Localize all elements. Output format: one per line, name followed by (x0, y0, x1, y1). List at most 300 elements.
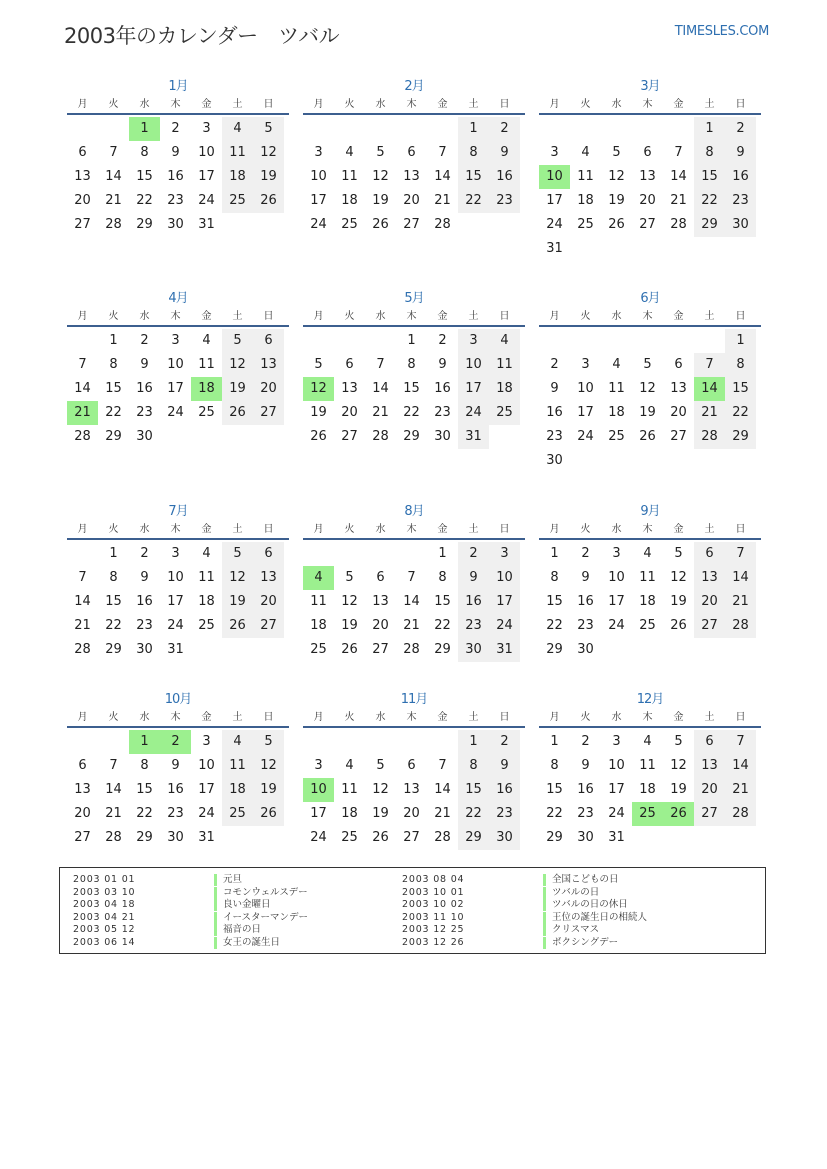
day-cell[interactable]: 31 (608, 830, 625, 845)
day-cell[interactable]: 11 (639, 758, 656, 773)
day-cell[interactable]: 12 (372, 782, 389, 797)
day-cell[interactable]: 24 (608, 806, 625, 821)
day-cell[interactable]: 21 (434, 806, 451, 821)
day-cell[interactable]: 7 (674, 145, 683, 160)
day-cell[interactable]: 9 (171, 758, 180, 773)
day-cell[interactable]: 10 (489, 566, 520, 590)
day-cell[interactable]: 29 (458, 826, 489, 850)
day-cell[interactable]: 2 (160, 730, 191, 754)
day-cell[interactable]: 24 (198, 806, 215, 821)
day-cell[interactable]: 6 (643, 145, 652, 160)
day-cell[interactable]: 9 (725, 141, 756, 165)
day-cell[interactable]: 14 (725, 754, 756, 778)
day-cell[interactable]: 1 (550, 734, 559, 749)
day-cell[interactable]: 30 (136, 642, 153, 657)
day-cell[interactable]: 23 (434, 405, 451, 420)
day-cell[interactable]: 9 (550, 381, 559, 396)
day-cell[interactable]: 11 (489, 353, 520, 377)
day-cell[interactable]: 10 (198, 145, 215, 160)
day-cell[interactable]: 10 (303, 778, 334, 802)
day-cell[interactable]: 25 (222, 189, 253, 213)
day-cell[interactable]: 19 (670, 782, 687, 797)
day-cell[interactable]: 19 (310, 405, 327, 420)
day-cell[interactable]: 2 (438, 333, 447, 348)
day-cell[interactable]: 17 (167, 594, 184, 609)
day-cell[interactable]: 20 (670, 405, 687, 420)
day-cell[interactable]: 14 (74, 381, 91, 396)
day-cell[interactable]: 8 (725, 353, 756, 377)
day-cell[interactable]: 11 (198, 357, 215, 372)
day-cell[interactable]: 21 (725, 590, 756, 614)
day-cell[interactable]: 11 (577, 169, 594, 184)
day-cell[interactable]: 28 (434, 830, 451, 845)
day-cell[interactable]: 16 (577, 594, 594, 609)
day-cell[interactable]: 18 (341, 806, 358, 821)
day-cell[interactable]: 7 (407, 570, 416, 585)
day-cell[interactable]: 22 (546, 618, 563, 633)
day-cell[interactable]: 14 (105, 169, 122, 184)
day-cell[interactable]: 25 (198, 618, 215, 633)
day-cell[interactable]: 4 (303, 566, 334, 590)
day-cell[interactable]: 20 (253, 590, 284, 614)
day-cell[interactable]: 23 (136, 618, 153, 633)
day-cell[interactable]: 6 (694, 542, 725, 566)
day-cell[interactable]: 29 (694, 213, 725, 237)
day-cell[interactable]: 15 (694, 165, 725, 189)
day-cell[interactable]: 24 (546, 217, 563, 232)
day-cell[interactable]: 4 (489, 329, 520, 353)
day-cell[interactable]: 1 (550, 546, 559, 561)
day-cell[interactable]: 10 (608, 758, 625, 773)
day-cell[interactable]: 4 (345, 145, 354, 160)
day-cell[interactable]: 13 (639, 169, 656, 184)
day-cell[interactable]: 17 (198, 782, 215, 797)
day-cell[interactable]: 6 (253, 542, 284, 566)
day-cell[interactable]: 13 (694, 566, 725, 590)
day-cell[interactable]: 1 (438, 546, 447, 561)
day-cell[interactable]: 19 (372, 193, 389, 208)
day-cell[interactable]: 14 (372, 381, 389, 396)
day-cell[interactable]: 1 (129, 730, 160, 754)
day-cell[interactable]: 2 (171, 121, 180, 136)
day-cell[interactable]: 2 (550, 357, 559, 372)
day-cell[interactable]: 16 (489, 165, 520, 189)
day-cell[interactable]: 20 (74, 806, 91, 821)
day-cell[interactable]: 25 (577, 217, 594, 232)
day-cell[interactable]: 5 (674, 546, 683, 561)
day-cell[interactable]: 25 (632, 802, 663, 826)
day-cell[interactable]: 27 (74, 217, 91, 232)
day-cell[interactable]: 15 (546, 594, 563, 609)
day-cell[interactable]: 3 (458, 329, 489, 353)
day-cell[interactable]: 16 (577, 782, 594, 797)
day-cell[interactable]: 20 (74, 193, 91, 208)
day-cell[interactable]: 14 (105, 782, 122, 797)
day-cell[interactable]: 31 (458, 425, 489, 449)
day-cell[interactable]: 13 (74, 169, 91, 184)
day-cell[interactable]: 9 (140, 357, 149, 372)
day-cell[interactable]: 8 (438, 570, 447, 585)
day-cell[interactable]: 13 (253, 566, 284, 590)
day-cell[interactable]: 5 (376, 145, 385, 160)
day-cell[interactable]: 17 (167, 381, 184, 396)
day-cell[interactable]: 6 (694, 730, 725, 754)
day-cell[interactable]: 26 (372, 830, 389, 845)
day-cell[interactable]: 11 (341, 782, 358, 797)
day-cell[interactable]: 17 (198, 169, 215, 184)
day-cell[interactable]: 25 (639, 618, 656, 633)
day-cell[interactable]: 13 (253, 353, 284, 377)
day-cell[interactable]: 26 (663, 802, 694, 826)
day-cell[interactable]: 18 (222, 165, 253, 189)
day-cell[interactable]: 17 (577, 405, 594, 420)
day-cell[interactable]: 17 (310, 193, 327, 208)
day-cell[interactable]: 21 (403, 618, 420, 633)
day-cell[interactable]: 26 (222, 614, 253, 638)
day-cell[interactable]: 12 (253, 141, 284, 165)
day-cell[interactable]: 11 (341, 169, 358, 184)
day-cell[interactable]: 15 (403, 381, 420, 396)
day-cell[interactable]: 20 (403, 806, 420, 821)
day-cell[interactable]: 26 (608, 217, 625, 232)
day-cell[interactable]: 8 (109, 357, 118, 372)
day-cell[interactable]: 23 (725, 189, 756, 213)
day-cell[interactable]: 10 (458, 353, 489, 377)
day-cell[interactable]: 21 (74, 618, 91, 633)
day-cell[interactable]: 3 (550, 145, 559, 160)
day-cell[interactable]: 22 (725, 401, 756, 425)
day-cell[interactable]: 1 (109, 333, 118, 348)
day-cell[interactable]: 19 (372, 806, 389, 821)
day-cell[interactable]: 5 (674, 734, 683, 749)
day-cell[interactable]: 22 (105, 618, 122, 633)
day-cell[interactable]: 6 (78, 758, 87, 773)
day-cell[interactable]: 10 (167, 357, 184, 372)
day-cell[interactable]: 28 (694, 425, 725, 449)
day-cell[interactable]: 22 (458, 802, 489, 826)
day-cell[interactable]: 27 (403, 830, 420, 845)
day-cell[interactable]: 25 (198, 405, 215, 420)
day-cell[interactable]: 12 (670, 758, 687, 773)
day-cell[interactable]: 17 (608, 594, 625, 609)
day-cell[interactable]: 31 (489, 638, 520, 662)
day-cell[interactable]: 26 (341, 642, 358, 657)
day-cell[interactable]: 16 (458, 590, 489, 614)
day-cell[interactable]: 12 (639, 381, 656, 396)
day-cell[interactable]: 14 (694, 377, 725, 401)
day-cell[interactable]: 20 (639, 193, 656, 208)
day-cell[interactable]: 28 (403, 642, 420, 657)
site-logo[interactable]: TIMESLES.COM (674, 24, 769, 39)
day-cell[interactable]: 16 (136, 594, 153, 609)
day-cell[interactable]: 9 (171, 145, 180, 160)
day-cell[interactable]: 9 (489, 754, 520, 778)
day-cell[interactable]: 17 (310, 806, 327, 821)
day-cell[interactable]: 2 (725, 117, 756, 141)
day-cell[interactable]: 15 (136, 169, 153, 184)
day-cell[interactable]: 5 (253, 117, 284, 141)
day-cell[interactable]: 18 (310, 618, 327, 633)
day-cell[interactable]: 12 (253, 754, 284, 778)
day-cell[interactable]: 6 (407, 758, 416, 773)
day-cell[interactable]: 9 (581, 570, 590, 585)
day-cell[interactable]: 22 (434, 618, 451, 633)
day-cell[interactable]: 3 (581, 357, 590, 372)
day-cell[interactable]: 19 (608, 193, 625, 208)
day-cell[interactable]: 24 (310, 830, 327, 845)
day-cell[interactable]: 24 (310, 217, 327, 232)
day-cell[interactable]: 17 (489, 590, 520, 614)
day-cell[interactable]: 25 (608, 429, 625, 444)
day-cell[interactable]: 1 (129, 117, 160, 141)
day-cell[interactable]: 6 (376, 570, 385, 585)
day-cell[interactable]: 4 (612, 357, 621, 372)
day-cell[interactable]: 31 (198, 217, 215, 232)
day-cell[interactable]: 25 (341, 217, 358, 232)
day-cell[interactable]: 19 (253, 778, 284, 802)
day-cell[interactable]: 29 (136, 830, 153, 845)
day-cell[interactable]: 1 (407, 333, 416, 348)
day-cell[interactable]: 16 (167, 169, 184, 184)
day-cell[interactable]: 31 (546, 241, 563, 256)
day-cell[interactable]: 4 (345, 758, 354, 773)
day-cell[interactable]: 20 (694, 590, 725, 614)
day-cell[interactable]: 22 (136, 806, 153, 821)
day-cell[interactable]: 6 (345, 357, 354, 372)
day-cell[interactable]: 19 (341, 618, 358, 633)
day-cell[interactable]: 16 (489, 778, 520, 802)
day-cell[interactable]: 24 (489, 614, 520, 638)
day-cell[interactable]: 7 (109, 145, 118, 160)
day-cell[interactable]: 30 (167, 217, 184, 232)
day-cell[interactable]: 17 (546, 193, 563, 208)
day-cell[interactable]: 24 (458, 401, 489, 425)
day-cell[interactable]: 20 (403, 193, 420, 208)
day-cell[interactable]: 23 (489, 189, 520, 213)
day-cell[interactable]: 5 (314, 357, 323, 372)
day-cell[interactable]: 26 (253, 189, 284, 213)
day-cell[interactable]: 3 (171, 333, 180, 348)
day-cell[interactable]: 29 (136, 217, 153, 232)
day-cell[interactable]: 16 (546, 405, 563, 420)
day-cell[interactable]: 3 (612, 546, 621, 561)
day-cell[interactable]: 7 (725, 542, 756, 566)
day-cell[interactable]: 31 (198, 830, 215, 845)
day-cell[interactable]: 24 (198, 193, 215, 208)
day-cell[interactable]: 6 (253, 329, 284, 353)
day-cell[interactable]: 3 (202, 121, 211, 136)
day-cell[interactable]: 8 (694, 141, 725, 165)
day-cell[interactable]: 19 (222, 377, 253, 401)
day-cell[interactable]: 21 (67, 401, 98, 425)
day-cell[interactable]: 14 (74, 594, 91, 609)
day-cell[interactable]: 2 (581, 734, 590, 749)
day-cell[interactable]: 24 (167, 405, 184, 420)
day-cell[interactable]: 15 (105, 381, 122, 396)
day-cell[interactable]: 11 (639, 570, 656, 585)
day-cell[interactable]: 25 (222, 802, 253, 826)
day-cell[interactable]: 27 (74, 830, 91, 845)
day-cell[interactable]: 1 (109, 546, 118, 561)
day-cell[interactable]: 18 (608, 405, 625, 420)
day-cell[interactable]: 9 (140, 570, 149, 585)
day-cell[interactable]: 3 (489, 542, 520, 566)
day-cell[interactable]: 2 (458, 542, 489, 566)
day-cell[interactable]: 6 (78, 145, 87, 160)
day-cell[interactable]: 2 (140, 333, 149, 348)
day-cell[interactable]: 23 (577, 806, 594, 821)
day-cell[interactable]: 12 (608, 169, 625, 184)
day-cell[interactable]: 28 (725, 802, 756, 826)
day-cell[interactable]: 12 (670, 570, 687, 585)
day-cell[interactable]: 30 (725, 213, 756, 237)
day-cell[interactable]: 15 (434, 594, 451, 609)
day-cell[interactable]: 12 (341, 594, 358, 609)
day-cell[interactable]: 10 (577, 381, 594, 396)
day-cell[interactable]: 25 (310, 642, 327, 657)
day-cell[interactable]: 21 (105, 806, 122, 821)
day-cell[interactable]: 3 (314, 758, 323, 773)
day-cell[interactable]: 15 (546, 782, 563, 797)
day-cell[interactable]: 21 (372, 405, 389, 420)
day-cell[interactable]: 3 (202, 734, 211, 749)
day-cell[interactable]: 27 (639, 217, 656, 232)
day-cell[interactable]: 21 (434, 193, 451, 208)
day-cell[interactable]: 4 (202, 546, 211, 561)
day-cell[interactable]: 23 (136, 405, 153, 420)
day-cell[interactable]: 9 (489, 141, 520, 165)
day-cell[interactable]: 18 (191, 377, 222, 401)
day-cell[interactable]: 29 (434, 642, 451, 657)
day-cell[interactable]: 8 (140, 145, 149, 160)
day-cell[interactable]: 4 (202, 333, 211, 348)
day-cell[interactable]: 11 (608, 381, 625, 396)
day-cell[interactable]: 30 (546, 453, 563, 468)
day-cell[interactable]: 16 (434, 381, 451, 396)
day-cell[interactable]: 22 (546, 806, 563, 821)
day-cell[interactable]: 23 (458, 614, 489, 638)
day-cell[interactable]: 18 (639, 594, 656, 609)
day-cell[interactable]: 4 (643, 734, 652, 749)
day-cell[interactable]: 14 (403, 594, 420, 609)
day-cell[interactable]: 5 (222, 542, 253, 566)
day-cell[interactable]: 7 (78, 357, 87, 372)
day-cell[interactable]: 7 (438, 145, 447, 160)
day-cell[interactable]: 26 (670, 618, 687, 633)
day-cell[interactable]: 6 (674, 357, 683, 372)
day-cell[interactable]: 21 (105, 193, 122, 208)
day-cell[interactable]: 13 (670, 381, 687, 396)
day-cell[interactable]: 27 (341, 429, 358, 444)
day-cell[interactable]: 25 (341, 830, 358, 845)
day-cell[interactable]: 18 (341, 193, 358, 208)
day-cell[interactable]: 8 (550, 570, 559, 585)
day-cell[interactable]: 20 (253, 377, 284, 401)
day-cell[interactable]: 21 (725, 778, 756, 802)
day-cell[interactable]: 13 (341, 381, 358, 396)
day-cell[interactable]: 31 (167, 642, 184, 657)
day-cell[interactable]: 3 (612, 734, 621, 749)
day-cell[interactable]: 13 (403, 782, 420, 797)
day-cell[interactable]: 12 (222, 566, 253, 590)
day-cell[interactable]: 16 (725, 165, 756, 189)
day-cell[interactable]: 15 (458, 165, 489, 189)
day-cell[interactable]: 8 (458, 141, 489, 165)
day-cell[interactable]: 6 (407, 145, 416, 160)
day-cell[interactable]: 24 (608, 618, 625, 633)
day-cell[interactable]: 22 (403, 405, 420, 420)
day-cell[interactable]: 10 (198, 758, 215, 773)
day-cell[interactable]: 8 (407, 357, 416, 372)
day-cell[interactable]: 28 (74, 429, 91, 444)
day-cell[interactable]: 28 (434, 217, 451, 232)
day-cell[interactable]: 26 (310, 429, 327, 444)
day-cell[interactable]: 27 (403, 217, 420, 232)
day-cell[interactable]: 11 (198, 570, 215, 585)
day-cell[interactable]: 30 (577, 830, 594, 845)
day-cell[interactable]: 18 (639, 782, 656, 797)
day-cell[interactable]: 8 (109, 570, 118, 585)
day-cell[interactable]: 28 (725, 614, 756, 638)
day-cell[interactable]: 8 (140, 758, 149, 773)
day-cell[interactable]: 23 (489, 802, 520, 826)
day-cell[interactable]: 14 (434, 169, 451, 184)
day-cell[interactable]: 9 (458, 566, 489, 590)
day-cell[interactable]: 27 (372, 642, 389, 657)
day-cell[interactable]: 17 (458, 377, 489, 401)
day-cell[interactable]: 29 (546, 642, 563, 657)
day-cell[interactable]: 10 (167, 570, 184, 585)
day-cell[interactable]: 21 (670, 193, 687, 208)
day-cell[interactable]: 18 (489, 377, 520, 401)
day-cell[interactable]: 8 (458, 754, 489, 778)
day-cell[interactable]: 2 (489, 730, 520, 754)
day-cell[interactable]: 28 (372, 429, 389, 444)
day-cell[interactable]: 14 (725, 566, 756, 590)
day-cell[interactable]: 23 (167, 806, 184, 821)
day-cell[interactable]: 13 (694, 754, 725, 778)
day-cell[interactable]: 22 (105, 405, 122, 420)
day-cell[interactable]: 28 (105, 217, 122, 232)
day-cell[interactable]: 2 (581, 546, 590, 561)
day-cell[interactable]: 14 (670, 169, 687, 184)
day-cell[interactable]: 5 (345, 570, 354, 585)
day-cell[interactable]: 22 (458, 189, 489, 213)
day-cell[interactable]: 19 (253, 165, 284, 189)
day-cell[interactable]: 27 (670, 429, 687, 444)
day-cell[interactable]: 5 (222, 329, 253, 353)
day-cell[interactable]: 30 (577, 642, 594, 657)
day-cell[interactable]: 22 (694, 189, 725, 213)
day-cell[interactable]: 19 (670, 594, 687, 609)
day-cell[interactable]: 4 (222, 730, 253, 754)
day-cell[interactable]: 15 (136, 782, 153, 797)
day-cell[interactable]: 24 (577, 429, 594, 444)
day-cell[interactable]: 11 (222, 141, 253, 165)
day-cell[interactable]: 26 (222, 401, 253, 425)
day-cell[interactable]: 11 (310, 594, 327, 609)
day-cell[interactable]: 20 (341, 405, 358, 420)
day-cell[interactable]: 18 (577, 193, 594, 208)
day-cell[interactable]: 1 (458, 730, 489, 754)
day-cell[interactable]: 20 (694, 778, 725, 802)
day-cell[interactable]: 5 (612, 145, 621, 160)
day-cell[interactable]: 27 (253, 401, 284, 425)
day-cell[interactable]: 25 (489, 401, 520, 425)
day-cell[interactable]: 23 (546, 429, 563, 444)
day-cell[interactable]: 5 (376, 758, 385, 773)
day-cell[interactable]: 5 (643, 357, 652, 372)
